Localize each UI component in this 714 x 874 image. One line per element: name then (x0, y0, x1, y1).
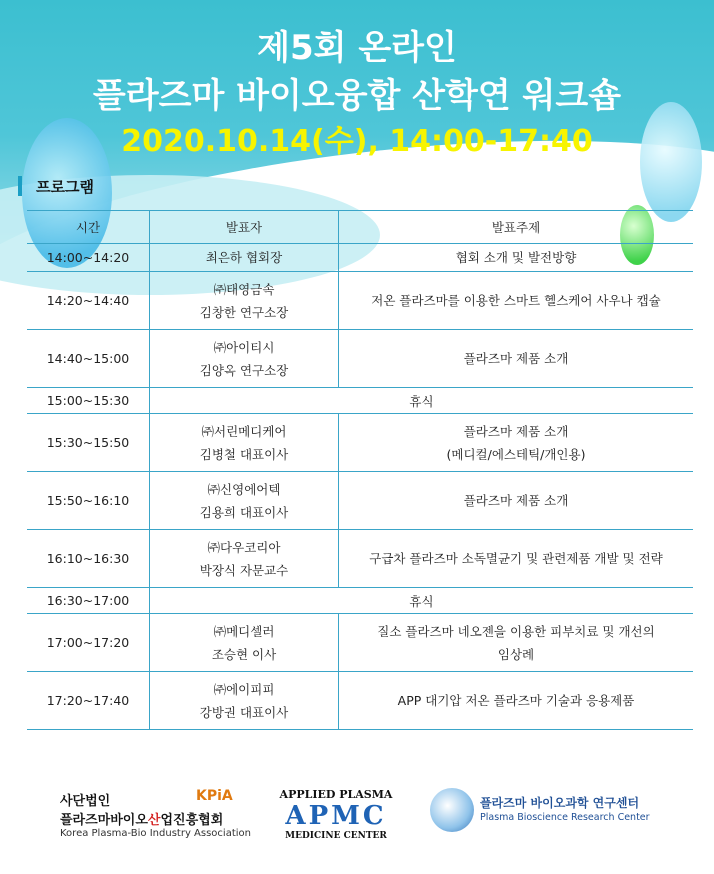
speaker-line: ㈜태영금속 (213, 281, 275, 297)
time-cell: 16:30~17:00 (27, 588, 150, 614)
table-row (27, 472, 693, 530)
pbrc-emblem-icon (430, 788, 474, 832)
kpia-line-3: Korea Plasma-Bio Industry Association (60, 828, 251, 839)
time-cell: 15:30~15:50 (27, 414, 150, 472)
speaker-line: 김창한 연구소장 (199, 304, 289, 320)
time-cell: 15:50~16:10 (27, 472, 150, 530)
kpia-mark: KPiA (196, 788, 233, 804)
topic-cell (339, 472, 694, 530)
topic-line: 질소 플라즈마 네오젠을 이용한 피부치료 및 개선의 (377, 623, 655, 639)
speaker-cell (150, 614, 339, 672)
speaker-line: 박장식 자문교수 (199, 562, 289, 578)
topic-line: APP 대기압 저온 플라즈마 기술과 응용제품 (397, 693, 635, 708)
table-row (27, 388, 693, 414)
kpia-line-2b: 산 (147, 813, 161, 828)
topic-line: (메디컬/에스테틱/개인용) (446, 446, 586, 462)
section-bar (18, 176, 22, 196)
time-cell: 14:40~15:00 (27, 330, 150, 388)
speaker-line: 김양옥 연구소장 (199, 362, 289, 378)
speaker-cell (150, 330, 339, 388)
speaker-cell (150, 672, 339, 730)
topic-cell (339, 614, 694, 672)
topic-cell (339, 530, 694, 588)
apmc-top: APPLIED PLASMA (279, 788, 393, 801)
time-cell: 15:00~15:30 (27, 388, 150, 414)
table-header-row (27, 211, 693, 244)
table-row (27, 588, 693, 614)
topic-line: 저온 플라즈마를 이용한 스마트 헬스케어 사우나 캡슐 (371, 293, 661, 308)
apmc-bottom: MEDICINE CENTER (285, 831, 387, 841)
section-label: 프로그램 (36, 177, 94, 196)
speaker-line: ㈜아이티시 (213, 339, 275, 355)
speaker-line: 김용희 대표이사 (199, 504, 289, 520)
speaker-cell (150, 414, 339, 472)
speaker-line: 강방권 대표이사 (199, 704, 289, 720)
speaker-cell (150, 530, 339, 588)
topic-cell (339, 272, 694, 330)
speaker-line: ㈜서린메디케어 (201, 423, 287, 439)
table-row (27, 414, 693, 472)
topic-cell (339, 330, 694, 388)
kpia-line-2c: 업진흥협회 (160, 813, 224, 828)
speaker-line: ㈜메디셀러 (213, 623, 275, 639)
speaker-line: 김병철 대표이사 (199, 446, 289, 462)
table-row (27, 530, 693, 588)
event-date: 2020.10.14(수), 14:00-17:40 (121, 124, 593, 159)
topic-cell (339, 414, 694, 472)
title-line-1: 제5회 온라인 (257, 28, 457, 68)
table-row (27, 672, 693, 730)
topic-line: 구급차 플라즈마 소독멸균기 및 관련제품 개발 및 전략 (369, 551, 663, 566)
table-row (27, 272, 693, 330)
speaker-line: 조승현 이사 (211, 646, 277, 662)
speaker-line: 최은하 협회장 (205, 250, 283, 265)
pbrc-english: Plasma Bioscience Research Center (480, 812, 650, 823)
topic-line: 플라즈마 제품 소개 (463, 423, 569, 439)
speaker-cell (150, 472, 339, 530)
speaker-line: ㈜신영에어텍 (207, 481, 281, 497)
title-line-2: 플라즈마 바이오융합 산학연 워크숍 (92, 76, 622, 116)
topic-cell (339, 672, 694, 730)
speaker-line: ㈜에이피피 (213, 681, 275, 697)
time-cell: 14:00~14:20 (27, 244, 150, 272)
kpia-line-2 (60, 809, 260, 828)
speaker-cell (150, 272, 339, 330)
time-cell: 14:20~14:40 (27, 272, 150, 330)
time-cell: 16:10~16:30 (27, 530, 150, 588)
topic-line: 플라즈마 제품 소개 (463, 351, 569, 366)
table-row (27, 614, 693, 672)
pbrc-korean: 플라즈마 바이오과학 연구센터 (480, 796, 640, 810)
header-time: 시간 (27, 211, 150, 244)
header-topic: 발표주제 (339, 211, 694, 244)
section-heading (18, 176, 94, 196)
table-row (27, 330, 693, 388)
pbrc-logo (430, 788, 680, 832)
kpia-line-2a: 플라즈마바이오 (60, 813, 148, 828)
topic-line: 임상례 (497, 646, 535, 662)
footer-logos (0, 780, 714, 850)
break-cell: 휴식 (150, 388, 694, 414)
speaker-cell (150, 244, 339, 272)
topic-cell (339, 244, 694, 272)
kpia-line-1: 사단법인 (60, 794, 111, 809)
program-table (27, 210, 693, 730)
table-row (27, 244, 693, 272)
apmc-logo (272, 788, 400, 841)
table-body (27, 244, 693, 730)
header-speaker: 발표자 (150, 211, 339, 244)
speaker-line: ㈜다우코리아 (207, 539, 281, 555)
topic-line: 플라즈마 제품 소개 (463, 493, 569, 508)
kpia-logo (60, 790, 260, 839)
time-cell: 17:20~17:40 (27, 672, 150, 730)
break-cell: 휴식 (150, 588, 694, 614)
time-cell: 17:00~17:20 (27, 614, 150, 672)
apmc-main: APMC (285, 801, 387, 831)
topic-line: 협회 소개 및 발전방향 (455, 250, 577, 265)
